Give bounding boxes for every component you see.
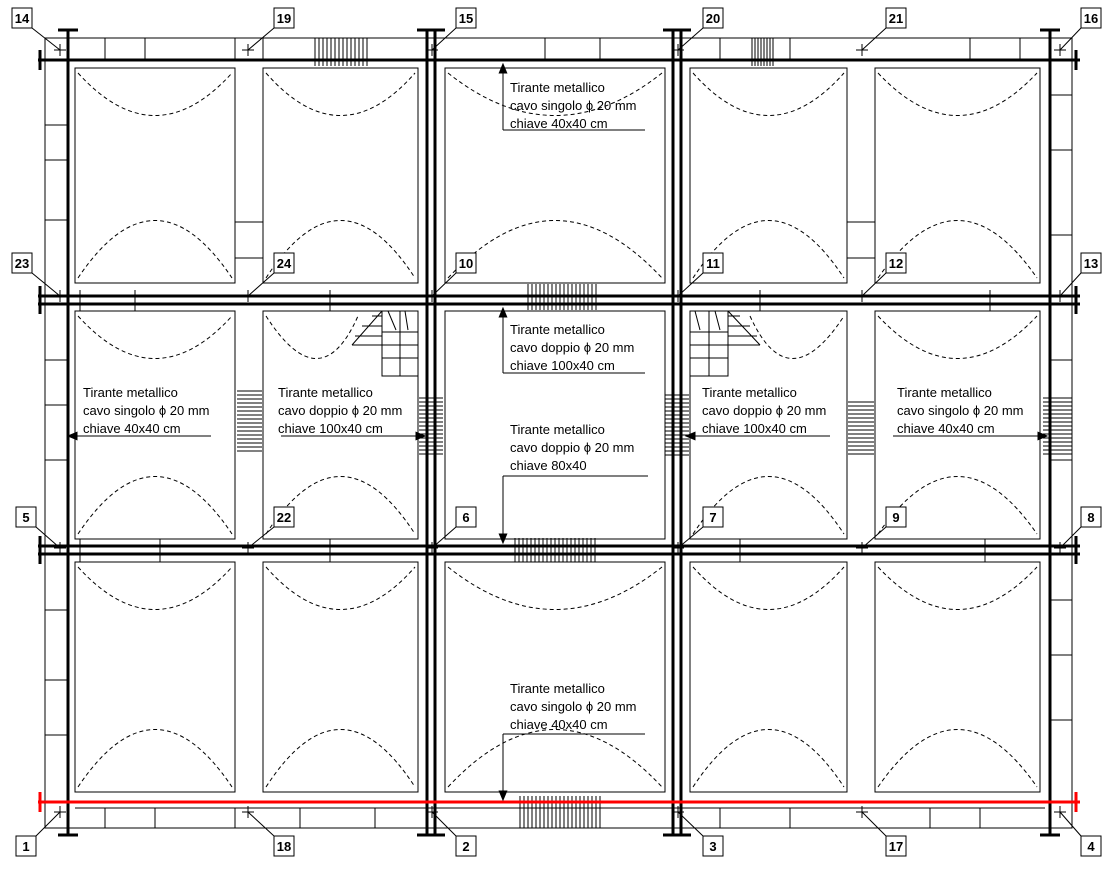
annotation-line: cavo singolo ϕ 20 mm [83, 403, 210, 418]
hatch-horizontal [419, 398, 443, 454]
node-number: 13 [1083, 256, 1099, 271]
node-leader [1060, 28, 1081, 50]
vault-arc [266, 567, 415, 610]
node-number: 20 [705, 11, 721, 26]
vault-arc [448, 567, 662, 610]
tie-annotation [510, 322, 634, 373]
annotation-line: chiave 100x40 cm [278, 421, 383, 436]
node-label-19 [274, 8, 294, 28]
node-number: 7 [709, 510, 717, 525]
annotation-line: cavo singolo ϕ 20 mm [510, 699, 637, 714]
node-label-21 [886, 8, 906, 28]
vault-arc [78, 316, 232, 359]
annotation-line: Tirante metallico [510, 422, 605, 437]
annotation-line: cavo doppio ϕ 20 mm [278, 403, 403, 418]
node-number: 18 [276, 839, 292, 854]
node-number: 19 [276, 11, 292, 26]
staircase-right [690, 311, 760, 376]
node-label-17 [886, 836, 906, 856]
node-label-18 [274, 836, 294, 856]
hatch-vertical [752, 38, 773, 66]
tie-annotations [83, 80, 1024, 732]
hatch-vertical [515, 538, 595, 562]
node-label-1 [16, 836, 36, 856]
vault-arc [693, 73, 844, 116]
vault-arc [78, 73, 232, 116]
hatch-horizontal [848, 402, 874, 454]
node-leader [862, 273, 886, 296]
annotation-line: Tirante metallico [510, 681, 605, 696]
node-label-3 [703, 836, 723, 856]
node-label-11 [703, 253, 723, 273]
node-label-2 [456, 836, 476, 856]
vault-arc [878, 730, 1037, 788]
node-number: 8 [1087, 510, 1095, 525]
arrow-head [1038, 432, 1047, 440]
annotation-line: chiave 100x40 cm [510, 358, 615, 373]
vault-arc [878, 73, 1037, 116]
vault-arc [693, 567, 844, 610]
annotation-line: Tirante metallico [278, 385, 373, 400]
vault-arc [693, 730, 844, 788]
annotation-line: chiave 80x40 [510, 458, 587, 473]
annotation-line: cavo doppio ϕ 20 mm [702, 403, 827, 418]
hatch-horizontal [665, 395, 689, 455]
highlighted-beam [38, 792, 1080, 812]
annotation-line: chiave 40x40 cm [83, 421, 181, 436]
hatch-horizontal [1043, 398, 1072, 454]
arrow-head [499, 791, 507, 800]
node-leader [32, 28, 60, 50]
hatch-vertical [315, 38, 367, 66]
node-number: 4 [1087, 839, 1095, 854]
tie-annotation [83, 385, 210, 436]
node-label-20 [703, 8, 723, 28]
tie-annotation [702, 385, 826, 436]
vault-arc [266, 73, 415, 116]
annotation-line: chiave 40x40 cm [510, 116, 608, 131]
node-label-4 [1081, 836, 1101, 856]
node-label-24 [274, 253, 294, 273]
node-label-14 [12, 8, 32, 28]
annotation-line: Tirante metallico [510, 80, 605, 95]
vault-arc [878, 316, 1037, 359]
annotation-line: chiave 40x40 cm [897, 421, 995, 436]
arrow-head [499, 308, 507, 317]
node-label-15 [456, 8, 476, 28]
annotation-line: chiave 100x40 cm [702, 421, 807, 436]
node-leader [862, 28, 886, 50]
node-leader [1060, 812, 1081, 836]
node-number: 5 [22, 510, 30, 525]
annotation-line: Tirante metallico [897, 385, 992, 400]
annotation-line: Tirante metallico [702, 385, 797, 400]
vault-arc [78, 567, 232, 610]
node-number: 15 [458, 11, 474, 26]
vault-arc [78, 477, 232, 535]
vault-arc [266, 316, 358, 359]
vault-arc [750, 316, 844, 359]
node-number: 22 [276, 510, 292, 525]
node-number: 6 [462, 510, 470, 525]
node-leader [862, 812, 886, 836]
node-number: 1 [22, 839, 30, 854]
node-number: 21 [888, 11, 904, 26]
node-number: 16 [1083, 11, 1099, 26]
node-leader [32, 273, 60, 296]
node-leader [36, 812, 60, 836]
node-number: 9 [892, 510, 900, 525]
vault-arc [448, 730, 662, 788]
annotation-line: Tirante metallico [510, 322, 605, 337]
annotation-line: cavo doppio ϕ 20 mm [510, 440, 635, 455]
node-label-10 [456, 253, 476, 273]
node-label-12 [886, 253, 906, 273]
tie-annotation [897, 385, 1024, 436]
annotation-line: cavo singolo ϕ 20 mm [510, 98, 637, 113]
vault-arc [266, 730, 415, 788]
node-number: 2 [462, 839, 470, 854]
node-label-6 [456, 507, 476, 527]
node-leader [248, 28, 274, 50]
node-number: 14 [14, 11, 30, 26]
node-number: 10 [458, 256, 474, 271]
node-label-5 [16, 507, 36, 527]
node-label-7 [703, 507, 723, 527]
node-label-13 [1081, 253, 1101, 273]
node-number: 11 [706, 256, 720, 271]
vault-arc [878, 567, 1037, 610]
tie-annotation [278, 385, 402, 436]
annotation-line: chiave 40x40 cm [510, 717, 608, 732]
node-number: 12 [888, 256, 904, 271]
node-leader [248, 812, 274, 836]
node-number: 17 [888, 839, 904, 854]
vault-arc [78, 730, 232, 788]
node-label-23 [12, 253, 32, 273]
tie-annotation [510, 422, 634, 473]
node-number: 23 [14, 256, 30, 271]
tie-annotation [510, 681, 637, 732]
node-leader [248, 273, 274, 296]
tie-annotation [510, 80, 637, 131]
node-leader [1060, 273, 1081, 296]
vault-arc [78, 221, 232, 279]
arrow-head [416, 432, 425, 440]
staircase-left [352, 311, 418, 376]
node-label-9 [886, 507, 906, 527]
node-number: 24 [276, 256, 292, 271]
annotation-line: cavo doppio ϕ 20 mm [510, 340, 635, 355]
annotation-line: cavo singolo ϕ 20 mm [897, 403, 1024, 418]
hatch-horizontal [237, 391, 262, 451]
node-label-8 [1081, 507, 1101, 527]
node-label-16 [1081, 8, 1101, 28]
node-label-22 [274, 507, 294, 527]
annotation-line: Tirante metallico [83, 385, 178, 400]
vault-arc [448, 221, 662, 279]
node-number: 3 [709, 839, 717, 854]
